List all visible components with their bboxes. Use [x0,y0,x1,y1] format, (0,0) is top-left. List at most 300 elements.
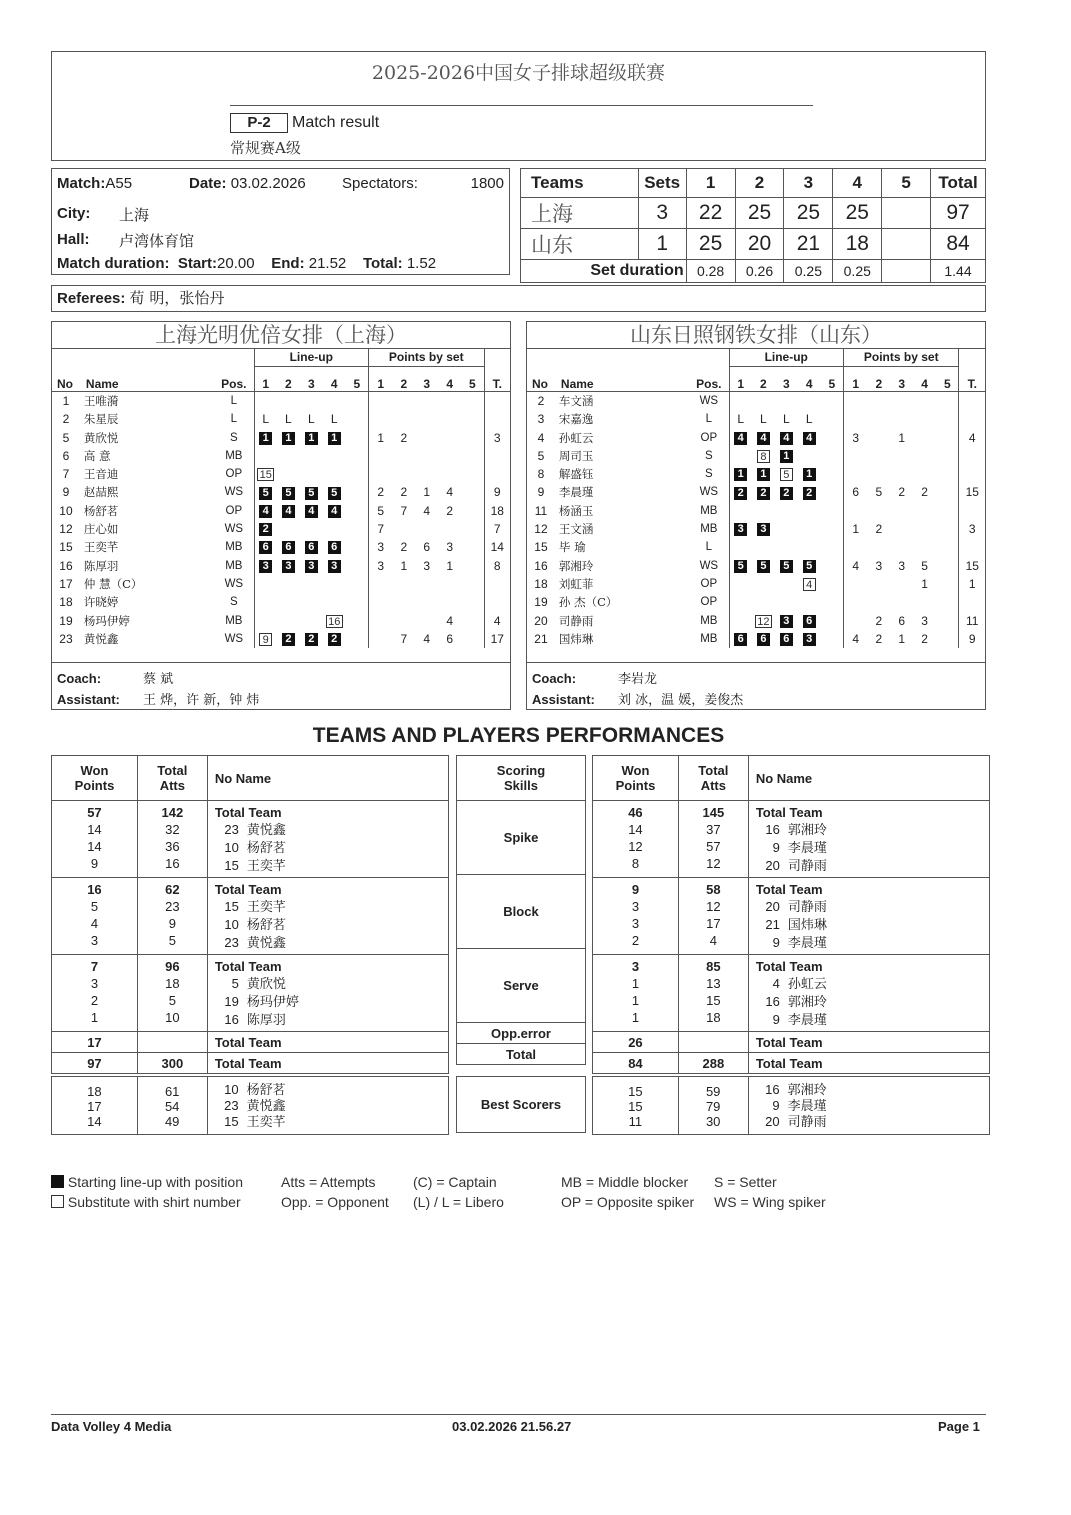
player-position: L [230,394,238,407]
set-points: 3 [369,556,393,574]
match-info [51,168,510,275]
player-won: 8 [631,856,640,871]
player-entry [756,1011,989,1029]
set-points [843,391,867,410]
lineup-cell [254,502,277,520]
lineup-cell [323,611,346,629]
player-entry [756,839,989,857]
player-row [52,410,510,428]
set-points [461,428,484,446]
set-points [867,502,890,520]
team-atts: 85 [706,959,721,974]
coaching-staff [52,662,510,711]
lineup-cell [323,593,346,611]
col-set: 1 [369,367,393,392]
lineup-cell [277,502,300,520]
hall-label: Hall: [57,231,90,248]
skill-block [593,878,990,955]
lineup-cell [798,630,821,648]
score-header: Total [931,169,986,198]
total-row [52,1053,449,1074]
legend-item: S = Setter [714,1174,777,1190]
set-points [936,538,959,556]
coach-label: Coach: [57,671,102,686]
starting-position-marker: 6 [328,541,341,554]
player-number: 20 [765,1114,780,1129]
lineup-cell [775,556,798,574]
set-points [890,502,913,520]
set-points [392,391,415,410]
set-points [867,465,890,483]
total-team-label: Total Team [748,1053,989,1074]
col-name: Name [560,376,594,391]
player-total [959,410,985,428]
set-points: 6 [423,540,431,555]
player-row [52,593,510,611]
skill-row [457,1023,586,1044]
lineup-cell [752,520,775,538]
won-points-cell [593,955,679,1032]
lineup-cell [323,538,346,556]
won-points-header: Won Points [52,756,138,801]
player-entry [756,934,989,952]
player-entry [215,934,448,952]
player-position: S [705,468,713,481]
lineup-cell [821,538,844,556]
starting-position-marker: 2 [803,487,816,500]
player-position: MB [700,632,718,645]
starting-position-marker: 6 [305,541,318,554]
set-points: 6 [898,613,906,628]
total-atts-header: Total Atts [678,756,748,801]
filled-square-icon [51,1175,64,1188]
col-no: No [532,376,548,391]
player-entry [215,1114,448,1130]
best-scorers-label [456,1076,586,1133]
set-points: 1 [843,520,867,538]
player-total: 3 [484,428,510,446]
set-points [438,593,461,611]
set-points [461,556,484,574]
player-position: L [705,413,713,426]
player-number: 15 [224,1114,239,1129]
set-points [936,447,959,465]
player-won: 1 [631,993,640,1008]
lineup-cell [346,593,369,611]
total-team-label: Total Team [214,882,282,897]
opp-error-row [52,1032,449,1053]
player-row [52,575,510,593]
roster-table [527,348,985,648]
set-points: 2 [446,503,454,518]
col-set: 2 [400,376,408,391]
lineup-cell [729,611,752,629]
player-number: 23 [59,631,73,646]
substitute-marker: 16 [326,615,343,628]
set-points [843,611,867,629]
player-total [959,593,985,611]
lineup-cell [277,391,300,410]
player-won: 3 [631,916,640,931]
player-won: 5 [90,899,99,914]
set-duration: 0.25 [833,260,882,283]
team-atts: 142 [161,805,184,820]
lineup-header: Line-up [254,348,368,367]
lineup-cell [323,575,346,593]
lineup-cell [775,575,798,593]
col-set: 4 [921,376,928,391]
set-points [890,447,913,465]
player-entry [756,1082,989,1098]
best-won: 17 [87,1098,102,1114]
player-position: L [230,413,238,426]
won-points-cell [52,1077,138,1135]
lineup-cell [323,428,346,446]
score-cell: 25 [784,198,833,229]
player-number: 20 [765,858,780,873]
player-total [484,410,510,428]
player-cell [207,878,448,955]
lineup-cell [346,502,369,520]
lineup-cell [821,556,844,574]
lineup-cell [300,520,323,538]
col-set: 1 [843,367,867,392]
lineup-cell [300,391,323,410]
player-entry [215,1011,448,1029]
player-total [959,502,985,520]
player-total: 18 [484,502,510,520]
skill-block [52,878,449,955]
player-name: 郭湘玲 [787,823,827,838]
set-points: 2 [875,613,883,628]
won-points-cell [52,955,138,1032]
player-row [527,630,985,648]
player-won: 1 [90,1010,99,1025]
player-position: OP [225,504,243,517]
player-position: OP [700,431,718,444]
player-name: 李晨瑾 [787,936,827,951]
player-position: WS [224,523,244,536]
total-team-label: Total Team [755,959,823,974]
referees: Referees: 荀 明，张怡丹 [51,285,986,312]
lineup-cell [821,520,844,538]
set-points: 2 [921,631,928,646]
player-number: 16 [224,1012,239,1027]
starting-position-marker: 5 [282,487,295,500]
starting-position-marker: 4 [328,505,341,518]
player-number: 10 [59,503,73,518]
lineup-cell [277,520,300,538]
set-points: 1 [423,485,431,500]
set-points [913,520,936,538]
player-entry [215,1098,448,1114]
player-name: 朱星辰 [83,412,119,427]
player-name: 毕 瑜 [558,540,586,555]
set-points [867,538,890,556]
best-atts: 30 [705,1113,721,1129]
col-set: 4 [446,376,454,391]
player-number: 12 [534,522,548,537]
player-name: 杨舒茗 [83,503,119,518]
total-team-label: Total Team [755,882,823,897]
col-total: T. [484,367,510,392]
player-row [527,391,985,410]
player-name: 王音迪 [83,467,119,482]
player-atts: 5 [168,993,176,1008]
player-entry [756,857,989,875]
team-atts: 62 [165,882,180,897]
starting-position-marker: 1 [757,468,770,481]
player-name: 李晨瑾 [787,1013,827,1028]
total-atts-cell [137,878,207,955]
legend-item: (L) / L = Libero [413,1194,504,1210]
set-points [415,520,438,538]
lineup-cell [277,593,300,611]
player-entry [215,916,448,934]
lineup-cell [323,391,346,410]
player-position: L [705,541,713,554]
lineup-cell [323,465,346,483]
set-points [936,630,959,648]
player-number: 18 [59,595,73,610]
lineup-cell [254,465,277,483]
player-name: 王奕芊 [246,900,286,915]
player-name: 司静雨 [787,859,827,874]
player-total [484,391,510,410]
lineup-cell [346,410,369,428]
player-name: 孙 杰（C） [558,595,618,610]
player-total: 15 [959,483,985,501]
col-set: 2 [875,376,883,391]
col-set: 5 [943,376,951,391]
score-cell: 25 [735,198,784,229]
set-points [913,538,936,556]
score-header: Sets [638,169,686,198]
player-atts: 23 [165,899,180,914]
total-team-label: Total Team [207,1032,448,1053]
lineup-cell: L [330,412,338,427]
set-points: 6 [843,483,867,501]
lineup-cell [323,556,346,574]
set-points [415,611,438,629]
starting-position-marker: 4 [757,432,770,445]
player-number: 3 [537,412,545,427]
set-points [369,391,393,410]
player-name: 郭湘玲 [787,995,827,1010]
starting-position-marker: 2 [328,633,341,646]
set-points [890,575,913,593]
set-points [438,391,461,410]
team-title: 上海光明优倍女排（上海） [52,322,510,349]
lineup-cell [300,611,323,629]
set-points [843,410,867,428]
player-row [527,538,985,556]
best-won: 11 [628,1113,643,1129]
player-total: 11 [959,611,985,629]
starting-position-marker: 1 [305,432,318,445]
player-row [527,520,985,538]
starting-position-marker: 5 [780,560,793,573]
player-number: 19 [224,994,239,1009]
set-points [913,447,936,465]
starting-position-marker: 5 [734,560,747,573]
starting-position-marker: 4 [780,432,793,445]
starting-position-marker: 1 [259,432,272,445]
set-points [936,483,959,501]
lineup-cell [775,391,798,410]
team-name-home: 上海 [521,198,639,229]
starting-position-marker: 1 [803,468,816,481]
set-points: 1 [369,428,393,446]
player-name: 杨舒茗 [246,1083,286,1098]
lineup-cell [798,465,821,483]
lineup-cell [752,447,775,465]
team-won: 7 [90,959,99,974]
player-entry [215,857,448,875]
lineup-cell [775,520,798,538]
player-total: 4 [959,428,985,446]
player-cell [207,801,448,878]
substitute-marker: 12 [755,615,772,628]
set-points [843,575,867,593]
lineup-cell [798,575,821,593]
scoring-skills-header: Scoring Skills [457,756,586,801]
player-name: 宋嘉逸 [558,412,594,427]
col-set: 1 [254,367,277,392]
starting-position-marker: 5 [305,487,318,500]
col-set: 1 [729,367,752,392]
lineup-cell [300,483,323,501]
player-position: WS [699,394,719,407]
player-entry [215,975,448,993]
player-entry [756,898,989,916]
performance-header [52,756,449,801]
lineup-cell [323,483,346,501]
best-scorers-label-row [457,1077,586,1133]
score-cell: 18 [833,229,882,260]
total-row [593,1053,990,1074]
set-points: 5 [921,558,928,573]
performance-title: TEAMS AND PLAYERS PERFORMANCES [312,724,725,747]
player-row [527,556,985,574]
player-entry [756,993,989,1011]
skill-block [52,801,449,878]
set-points [936,520,959,538]
player-cell [748,878,989,955]
total-team-label: Total Team [214,805,282,820]
player-atts: 16 [165,856,180,871]
player-name: 杨舒茗 [246,841,286,856]
player-number: 21 [765,917,780,932]
best-won: 15 [628,1083,643,1099]
set-points [936,391,959,410]
substitute-marker: 9 [259,633,272,646]
set-points [415,428,438,446]
lineup-cell [729,520,752,538]
player-row [52,483,510,501]
player-name: 李晨瑾 [787,1099,827,1114]
lineup-cell [346,483,369,501]
header-divider [230,105,813,106]
player-position: MB [700,504,718,517]
lineup-cell [798,538,821,556]
starting-position-marker: 3 [282,560,295,573]
set-points [438,520,461,538]
player-name: 王奕芊 [83,540,119,555]
footer-software: Data Volley 4 Media [51,1419,172,1434]
player-row [52,611,510,629]
player-number: 23 [224,1098,239,1113]
col-set: 2 [285,376,292,391]
set-points: 1 [400,558,408,573]
set-duration-label: Set duration [521,260,687,283]
lineup-cell [729,538,752,556]
starting-position-marker: 5 [328,487,341,500]
skill-block [593,801,990,878]
set-points [867,447,890,465]
set-points: 1 [921,576,928,591]
player-number: 1 [62,393,70,408]
player-number: 9 [772,935,780,950]
set-points: 2 [921,485,928,500]
player-number: 5 [62,430,70,445]
legend-item: WS = Wing spiker [714,1194,826,1210]
set-points [461,575,484,593]
points-header: Points by set [369,348,485,367]
best-scorers-table [592,1076,990,1135]
team-title: 山东日照钢铁女排（山东） [527,322,985,349]
lineup-cell [323,447,346,465]
lineup-cell [798,556,821,574]
lineup-cell [798,593,821,611]
set-points [369,447,393,465]
lineup-cell [346,611,369,629]
lineup-cell [752,538,775,556]
set-points [843,447,867,465]
player-name: 司静雨 [787,1115,827,1130]
won-points-cell [593,878,679,955]
col-set: 4 [330,376,338,391]
set-points: 1 [898,430,906,445]
lineup-cell [752,593,775,611]
score-header: 2 [735,169,784,198]
starting-position-marker: 6 [282,541,295,554]
starting-position-marker: 4 [259,505,272,518]
roster-header-spacer [959,348,985,367]
player-position: S [230,596,238,609]
home-roster [51,321,511,710]
home-performance [51,755,449,1074]
set-points: 5 [875,485,883,500]
col-set: 2 [760,376,767,391]
won-points-cell [52,801,138,878]
set-points [438,447,461,465]
col-no: No [57,376,73,391]
away-best-scorers [592,1076,990,1135]
player-name: 郭湘玲 [558,558,594,573]
set-points [438,575,461,593]
set-points [913,593,936,611]
skill-name: Block [457,875,586,949]
set-points: 3 [423,558,431,573]
performance-table [592,755,990,1074]
won-points-cell [593,1077,679,1135]
player-row [527,575,985,593]
lineup-cell [300,593,323,611]
col-set: 5 [828,376,836,391]
starting-position-marker: 4 [803,432,816,445]
set-points [369,575,393,593]
